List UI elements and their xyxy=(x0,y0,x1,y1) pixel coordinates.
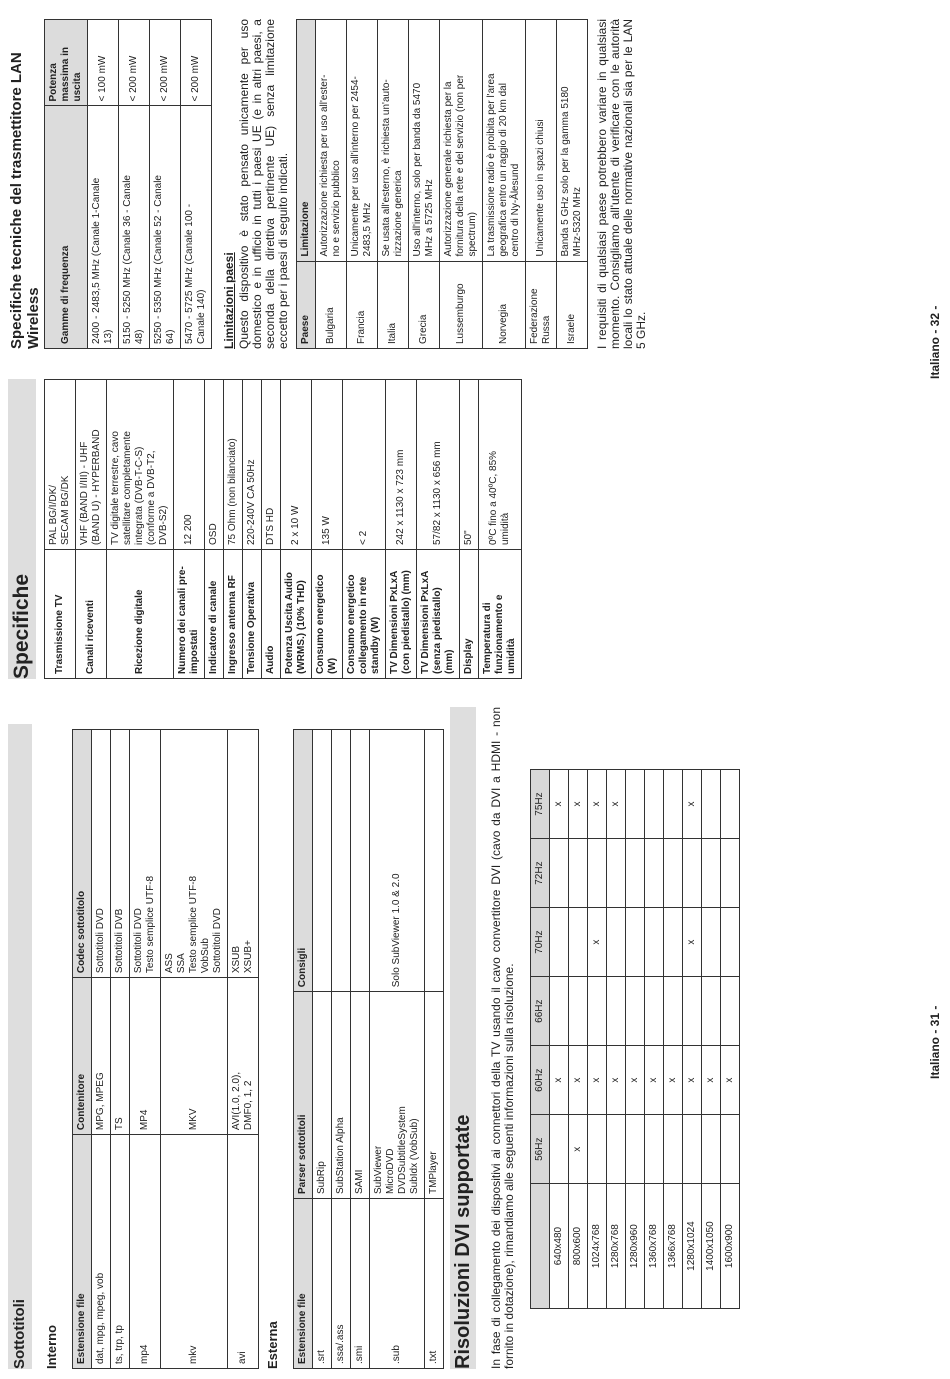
table-cell: Se usata all'esterno, è richiesta un'auto- rizzazione generica xyxy=(378,20,409,262)
table-row xyxy=(92,730,111,1369)
column-header: 56Hz xyxy=(531,1115,550,1184)
table-cell xyxy=(645,839,664,908)
table-row xyxy=(181,20,212,349)
table-cell: 1280x1024 xyxy=(683,1184,702,1309)
table-cell: Sottotitoli DVD Testo semplice UTF-8 xyxy=(130,730,161,978)
column-header: 72Hz xyxy=(531,839,550,908)
limitazioni-paragraph: Questo dispositivo è stato pensato unicamente per uso domestico e in ufficio in tutti i paesi UE (e in altri paesi, a seconda della direttiva pertinente UE) senza limitazione eccetto per i paesi di seguito indicati. xyxy=(237,19,290,349)
resolution-row xyxy=(664,770,683,1309)
table-cell: 1600x900 xyxy=(721,1184,740,1309)
table-cell xyxy=(550,977,569,1046)
column-header: Estensione file xyxy=(294,1199,313,1369)
table-cell: SAMI xyxy=(351,992,370,1199)
column-header: Contenitore xyxy=(73,978,92,1135)
table-cell: ts, trp, tp xyxy=(111,1135,130,1369)
table-cell xyxy=(645,1115,664,1184)
table-row xyxy=(332,730,351,1369)
table-row xyxy=(313,730,332,1369)
table-cell: Lussemburgo xyxy=(440,261,483,348)
table-row xyxy=(351,730,370,1369)
table-cell xyxy=(626,908,645,977)
table-cell: Ingresso antenna RF xyxy=(224,550,243,679)
spec-row xyxy=(386,380,417,679)
table-cell xyxy=(683,977,702,1046)
table-cell: 800x600 xyxy=(569,1184,588,1309)
table-cell: dat, mpg, mpeg, vob xyxy=(92,1135,111,1369)
table-cell: 12 200 xyxy=(174,380,205,550)
table-cell: x xyxy=(645,1046,664,1115)
table-cell: Norvegia xyxy=(483,261,526,348)
table-cell xyxy=(626,839,645,908)
table-cell: 75 Ohm (non bilanciato) xyxy=(224,380,243,550)
table-cell: Indicatore di canale xyxy=(205,550,224,679)
table-cell: Solo SubViewer 1.0 & 2.0 xyxy=(370,730,425,992)
table-row xyxy=(111,730,130,1369)
table-cell: mkv xyxy=(161,1135,228,1369)
table-cell: SubRip xyxy=(313,992,332,1199)
table-cell xyxy=(664,908,683,977)
country-row xyxy=(409,20,440,349)
table-cell xyxy=(721,1115,740,1184)
table-cell xyxy=(550,839,569,908)
table-cell: < 200 mW xyxy=(119,20,150,107)
table-cell: .sub xyxy=(370,1199,425,1369)
table-cell: MKV xyxy=(161,978,228,1135)
dvi-paragraph: In fase di collegamento dei dispositivi ai connettori della TV usando il cavo convertitore DVI (cavo da DVI a HDMI - non fornito in dotazione), rimandiamo alle seguenti informazioni sulla risoluzione. xyxy=(489,707,516,1369)
table-row xyxy=(88,20,119,349)
spec-row xyxy=(417,380,460,679)
table-cell: 1400x1050 xyxy=(702,1184,721,1309)
table-cell: 135 W xyxy=(312,380,343,550)
table-cell: TV Dimensioni PxLxA (senza piedistallo) (mm) xyxy=(417,550,460,679)
table-cell: Display xyxy=(460,550,479,679)
table-cell: x xyxy=(683,1046,702,1115)
table-cell: < 2 xyxy=(343,380,386,550)
resolution-row xyxy=(588,770,607,1309)
country-row xyxy=(347,20,378,349)
table-cell xyxy=(683,839,702,908)
section-band-specifiche xyxy=(8,379,36,679)
column-header: Consigli xyxy=(294,730,313,992)
spec-row xyxy=(174,380,205,679)
table-cell xyxy=(332,730,351,992)
table-dvi xyxy=(530,769,740,1309)
table-cell xyxy=(721,839,740,908)
table-cell: Francia xyxy=(347,261,378,348)
table-cell xyxy=(588,977,607,1046)
resolution-row xyxy=(569,770,588,1309)
table-cell: x xyxy=(588,1046,607,1115)
column-header xyxy=(531,1184,550,1309)
table-cell: Italia xyxy=(378,261,409,348)
spec-row xyxy=(45,380,76,679)
table-cell: x xyxy=(721,1046,740,1115)
table-cell: MP4 xyxy=(130,978,161,1135)
country-row xyxy=(483,20,526,349)
table-cell: VHF (BAND I/III) - UHF (BAND U) - HYPERBAND xyxy=(76,380,107,550)
spec-row xyxy=(281,380,312,679)
spec-row xyxy=(243,380,262,679)
table-cell: avi xyxy=(228,1135,259,1369)
country-row xyxy=(316,20,347,349)
table-cell xyxy=(702,839,721,908)
resolution-row xyxy=(702,770,721,1309)
table-cell: Autorizzazione richiesta per uso all'ester- no e servizio pubblico xyxy=(316,20,347,262)
column-header: 75Hz xyxy=(531,770,550,839)
table-cell: Canali riceventi xyxy=(76,550,107,679)
table-cell xyxy=(351,730,370,992)
table-header-row xyxy=(294,730,313,1369)
section-band-sottotitoli xyxy=(8,724,32,1369)
table-cell: PAL BG/I/DK/ SECAM BG/DK xyxy=(45,380,76,550)
country-row xyxy=(526,20,557,349)
column-header: Codec sottotitolo xyxy=(73,730,92,978)
table-cell: x xyxy=(626,1046,645,1115)
table-cell xyxy=(569,977,588,1046)
table-cell xyxy=(702,1115,721,1184)
table-cell xyxy=(569,908,588,977)
column-header: Paese xyxy=(297,261,316,348)
section-title-specifiche: Specifiche xyxy=(10,573,33,679)
table-cell: SubStation Alpha xyxy=(332,992,351,1199)
table-cell: Sottotitoli DVD xyxy=(92,730,111,978)
spec-row xyxy=(107,380,174,679)
table-cell: Potenza Uscita Audio (WRMS.) (10% THD) xyxy=(281,550,312,679)
table-cell: x xyxy=(550,770,569,839)
table-cell: 220-240V CA 50Hz xyxy=(243,380,262,550)
page-footer-31: Italiano - 31 - xyxy=(928,1005,942,1079)
country-row xyxy=(440,20,483,349)
table-cell: x xyxy=(569,1046,588,1115)
table-cell: TS xyxy=(111,978,130,1135)
column-header: 70Hz xyxy=(531,908,550,977)
table-cell: x xyxy=(683,770,702,839)
table-cell xyxy=(645,977,664,1046)
table-cell: Ricezione digitale xyxy=(107,550,174,679)
table-cell: 5150 - 5250 MHz (Canale 36 - Canale 48) xyxy=(119,106,150,349)
table-header-row xyxy=(73,730,92,1369)
table-cell xyxy=(683,1115,702,1184)
table-cell: ASS SSA Testo semplice UTF-8 VobSub Sottotitoli DVD xyxy=(161,730,228,978)
table-cell: Consumo energetico collegamento in rete standby (W) xyxy=(343,550,386,679)
subheading-interno: Interno xyxy=(44,1324,59,1369)
requisiti-paragraph: I requisiti di qualsiasi paese potrebbero variare in qualsiasi momento. Consigliamo all'utente di verificare con le autorità locali lo stato attuale delle normative nazionali sia per le LAN 5 GHz. xyxy=(595,19,648,349)
table-cell: x xyxy=(569,770,588,839)
country-row xyxy=(557,20,588,349)
heading-limitazioni: Limitazioni paesi xyxy=(222,252,236,349)
spec-row xyxy=(312,380,343,679)
table-specifiche xyxy=(44,379,522,679)
column-header: 60Hz xyxy=(531,1046,550,1115)
resolution-row xyxy=(550,770,569,1309)
column-header: Gamme di frequenza xyxy=(45,106,88,349)
table-cell: Banda 5 GHz solo per la gamma 5180 MHz-5320 MHz xyxy=(557,20,588,262)
table-cell: Unicamente per uso all'interno per 2454- 2483,5 MHz xyxy=(347,20,378,262)
table-frequenze xyxy=(44,19,212,349)
table-cell xyxy=(550,908,569,977)
column-header: 66Hz xyxy=(531,977,550,1046)
resolution-row xyxy=(626,770,645,1309)
table-cell: x xyxy=(607,1046,626,1115)
resolution-row xyxy=(721,770,740,1309)
table-cell: Audio xyxy=(262,550,281,679)
table-cell xyxy=(588,1115,607,1184)
table-cell: 5250 - 5350 MHz (Canale 52 - Canale 64) xyxy=(150,106,181,349)
spec-row xyxy=(205,380,224,679)
table-cell: 1366x768 xyxy=(664,1184,683,1309)
table-cell: Numero dei canali pre- impostati xyxy=(174,550,205,679)
page-31 xyxy=(0,699,950,1379)
table-cell xyxy=(702,908,721,977)
spec-row xyxy=(224,380,243,679)
table-cell xyxy=(721,977,740,1046)
table-cell: 2 x 10 W xyxy=(281,380,312,550)
column-header: Limitazione xyxy=(297,20,316,262)
table-cell: < 100 mW xyxy=(88,20,119,107)
table-cell: Israele xyxy=(557,261,588,348)
table-row xyxy=(161,730,228,1369)
table-cell: Bulgaria xyxy=(316,261,347,348)
table-cell: Sottotitoli DVB xyxy=(111,730,130,978)
table-cell: XSUB XSUB+ xyxy=(228,730,259,978)
table-cell xyxy=(588,839,607,908)
table-row xyxy=(425,730,444,1369)
subheading-esterna: Esterna xyxy=(265,1321,280,1369)
table-cell: 1024x768 xyxy=(588,1184,607,1309)
table-cell: OSD xyxy=(205,380,224,550)
table-cell xyxy=(721,770,740,839)
table-cell: x xyxy=(702,1046,721,1115)
table-cell: TV Dimensioni PxLxA (con piedistallo) (mm) xyxy=(386,550,417,679)
spec-row xyxy=(262,380,281,679)
table-cell: TMPlayer xyxy=(425,992,444,1199)
table-cell: x xyxy=(588,770,607,839)
table-cell: SubViewer MicroDVD DVDSubtitleSystem SubIdx (VobSub) xyxy=(370,992,425,1199)
table-cell: mp4 xyxy=(130,1135,161,1369)
table-row xyxy=(130,730,161,1369)
page-footer-32: Italiano - 32 - xyxy=(928,305,942,379)
column-header: Potenza massima in uscita xyxy=(45,20,88,107)
table-cell xyxy=(607,908,626,977)
table-cell: La trasmissione radio è proibita per l'area geografica entro un raggio di 20 km dal centro di Ny-Ålesund xyxy=(483,20,526,262)
table-cell: < 200 mW xyxy=(150,20,181,107)
table-header-row xyxy=(531,770,550,1309)
table-cell: 0ºC fino a 40ºC, 85% umidità xyxy=(479,380,522,550)
table-cell xyxy=(626,770,645,839)
table-cell xyxy=(607,977,626,1046)
table-cell: MPG, MPEG xyxy=(92,978,111,1135)
table-cell: Temperatura di funzionamento e umidità xyxy=(479,550,522,679)
table-cell: .ssa/.ass xyxy=(332,1199,351,1369)
table-cell: 57/82 x 1130 x 656 mm xyxy=(417,380,460,550)
table-cell: x xyxy=(550,1046,569,1115)
table-cell: 242 x 1130 x 723 mm xyxy=(386,380,417,550)
table-cell xyxy=(664,839,683,908)
table-cell: 5470 - 5725 MHz (Canale 100 - Canale 140) xyxy=(181,106,212,349)
table-cell: Autorizzazione generale richiesta per la fornitura della rete e del servizio (non per spectrum) xyxy=(440,20,483,262)
table-cell xyxy=(664,1115,683,1184)
table-cell: .smi xyxy=(351,1199,370,1369)
table-cell: Trasmissione TV xyxy=(45,550,76,679)
table-row xyxy=(370,730,425,1369)
table-cell: Grecia xyxy=(409,261,440,348)
table-cell: x xyxy=(607,770,626,839)
country-row xyxy=(378,20,409,349)
column-header: Parser sottotitoli xyxy=(294,992,313,1199)
table-cell xyxy=(702,977,721,1046)
table-cell xyxy=(550,1115,569,1184)
table-paesi xyxy=(296,19,588,349)
table-header-row xyxy=(297,20,316,349)
table-cell: x xyxy=(588,908,607,977)
spec-row xyxy=(343,380,386,679)
table-esterna xyxy=(293,729,444,1369)
spec-row xyxy=(460,380,479,679)
table-cell: 50" xyxy=(460,380,479,550)
section-title-dvi: Risoluzioni DVI supportate xyxy=(452,1114,474,1369)
table-cell: Unicamente uso in spazi chiusi xyxy=(526,20,557,262)
table-cell: Uso all'interno, solo per banda da 5470 MHz a 5725 MHz xyxy=(409,20,440,262)
table-cell xyxy=(626,1115,645,1184)
table-cell: 2400 - 2483,5 MHz (Canale 1-Canale 13) xyxy=(88,106,119,349)
spec-row xyxy=(479,380,522,679)
table-cell: 1280x768 xyxy=(607,1184,626,1309)
section-band-dvi xyxy=(450,707,476,1369)
table-cell xyxy=(313,730,332,992)
table-cell: AVI(1.0, 2.0), DMF0, 1, 2 xyxy=(228,978,259,1135)
table-cell xyxy=(702,770,721,839)
heading-wlan: Specifiche tecniche del trasmettitore LAN Wireless xyxy=(8,52,42,349)
section-title-sottotitoli: Sottotitoli xyxy=(11,1299,28,1369)
table-cell: < 200 mW xyxy=(181,20,212,107)
spec-row xyxy=(76,380,107,679)
table-cell: x xyxy=(664,1046,683,1115)
table-cell: .txt xyxy=(425,1199,444,1369)
table-cell: 640x480 xyxy=(550,1184,569,1309)
table-cell: 1280x960 xyxy=(626,1184,645,1309)
page-32 xyxy=(0,0,950,679)
table-cell xyxy=(425,730,444,992)
table-cell xyxy=(664,977,683,1046)
table-cell xyxy=(645,770,664,839)
resolution-row xyxy=(607,770,626,1309)
table-row xyxy=(119,20,150,349)
table-header-row xyxy=(45,20,88,349)
table-row xyxy=(228,730,259,1369)
table-cell: 1360x768 xyxy=(645,1184,664,1309)
table-cell xyxy=(569,839,588,908)
table-cell xyxy=(607,839,626,908)
table-cell xyxy=(664,770,683,839)
table-cell xyxy=(626,977,645,1046)
resolution-row xyxy=(645,770,664,1309)
table-cell xyxy=(645,908,664,977)
table-cell: Tensione Operativa xyxy=(243,550,262,679)
table-interno xyxy=(72,729,259,1369)
table-cell xyxy=(607,1115,626,1184)
table-cell xyxy=(721,908,740,977)
table-cell: x xyxy=(569,1115,588,1184)
table-cell: TV digitale terrestre, cavo satellitare completamente integrata (DVB-T-C-S) (conforme a DVB-T2, DVB-S2) xyxy=(107,380,174,550)
resolution-row xyxy=(683,770,702,1309)
table-cell: .srt xyxy=(313,1199,332,1369)
table-row xyxy=(150,20,181,349)
table-cell: DTS HD xyxy=(262,380,281,550)
table-cell: Consumo energetico (W) xyxy=(312,550,343,679)
table-cell: x xyxy=(683,908,702,977)
table-cell: Federazione Russa xyxy=(526,261,557,348)
column-header: Estensione file xyxy=(73,1135,92,1369)
